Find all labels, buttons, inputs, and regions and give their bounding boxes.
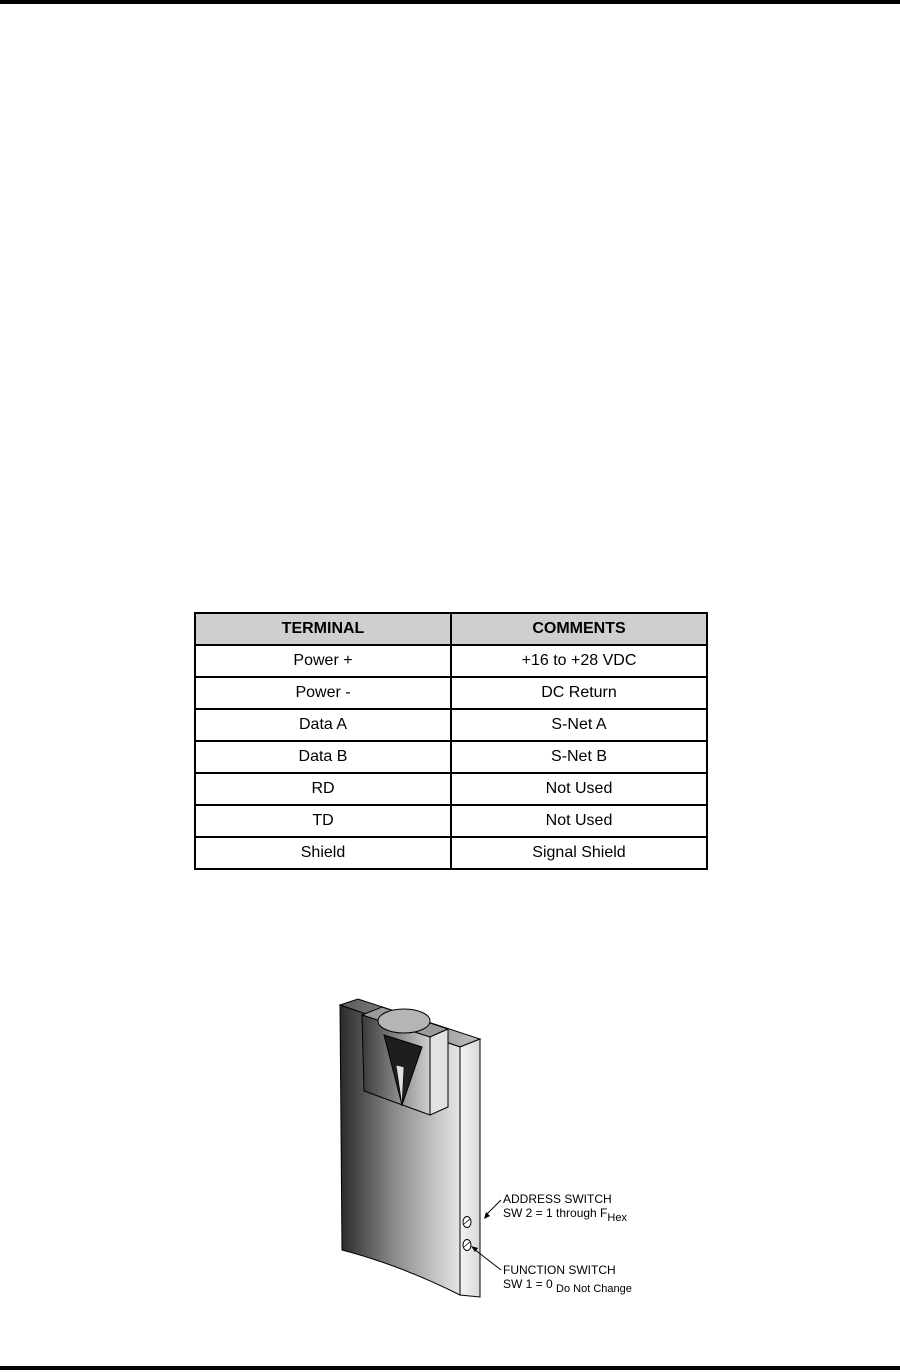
bottom-rule [0, 1366, 900, 1370]
table-row [195, 709, 707, 741]
table-row [195, 677, 707, 709]
terminal-cell: Power + [195, 645, 451, 677]
header-comments: COMMENTS [451, 613, 707, 645]
module-illustration [330, 995, 670, 1305]
comment-cell: +16 to +28 VDC [451, 645, 707, 677]
table-row [195, 837, 707, 869]
comment-cell: S-Net A [451, 709, 707, 741]
comment-cell: Signal Shield [451, 837, 707, 869]
terminal-cell: Data B [195, 741, 451, 773]
table-header-row [195, 613, 707, 645]
comment-cell: DC Return [451, 677, 707, 709]
address-leader-line [486, 1200, 501, 1215]
table-row [195, 741, 707, 773]
top-rule [0, 0, 900, 4]
module-figure [330, 995, 670, 1305]
function-switch-value: SW 1 = 0 $_{Do Not Change}$ [503, 1277, 632, 1295]
terminal-cell: Power - [195, 677, 451, 709]
terminal-cell: RD [195, 773, 451, 805]
address-switch-callout [503, 1192, 627, 1225]
function-switch-title: FUNCTION SWITCH [503, 1263, 616, 1277]
table-row [195, 645, 707, 677]
function-switch-callout [503, 1263, 632, 1296]
comment-cell: Not Used [451, 773, 707, 805]
address-switch-title: ADDRESS SWITCH [503, 1192, 612, 1206]
terminal-cell: Data A [195, 709, 451, 741]
comment-cell: Not Used [451, 805, 707, 837]
comment-cell: S-Net B [451, 741, 707, 773]
terminal-table [194, 612, 708, 870]
table-row [195, 805, 707, 837]
header-terminal: TERMINAL [195, 613, 451, 645]
table-row [195, 773, 707, 805]
address-switch-value: SW 2 = 1 through $F_{Hex}$ [503, 1206, 627, 1224]
terminal-cell: Shield [195, 837, 451, 869]
terminal-cell: TD [195, 805, 451, 837]
